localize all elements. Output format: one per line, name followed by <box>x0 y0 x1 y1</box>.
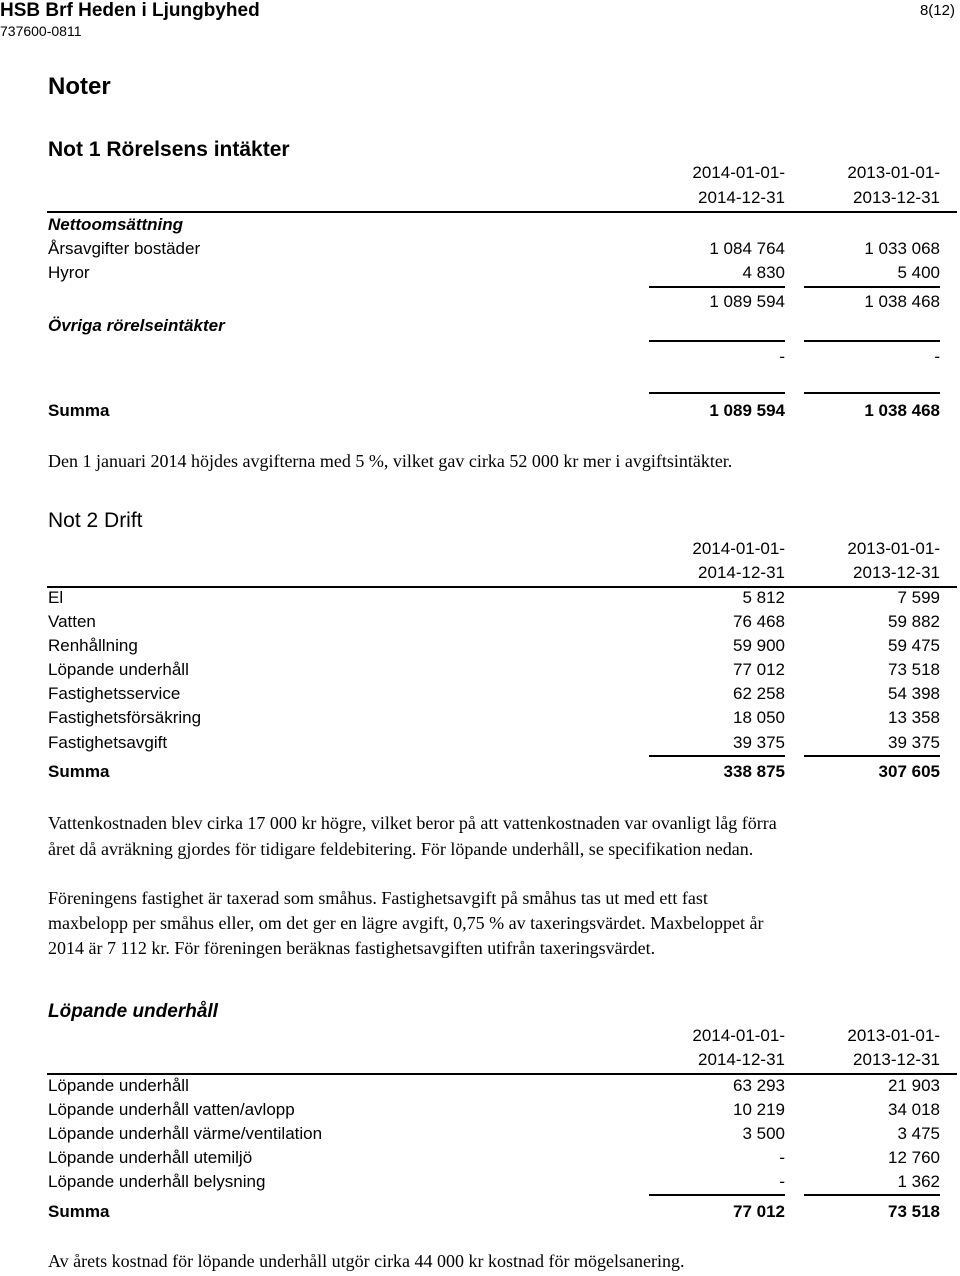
subtotal-rule-2014 <box>649 286 785 288</box>
value-2014: 5 812 <box>742 588 785 607</box>
not2-total-label: Summa <box>48 762 110 781</box>
row-label: Löpande underhåll vatten/avlopp <box>48 1100 295 1119</box>
not2-col2014-header-line1: 2014-01-01- <box>692 539 785 558</box>
not2-header-rule <box>47 586 957 588</box>
not1-subtotal-2013: 1 038 468 <box>864 292 940 311</box>
value-2013: 34 018 <box>888 1100 940 1119</box>
not1-col2014-header-line1: 2014-01-01- <box>692 163 785 182</box>
not1-group1-heading: Nettoomsättning <box>48 215 184 234</box>
row-label: Renhållning <box>48 636 138 655</box>
lopande-total-rule-2014 <box>649 1194 785 1196</box>
not1-title: Not 1 Rörelsens intäkter <box>48 138 290 161</box>
row-label: Vatten <box>48 612 96 631</box>
value-2014: 76 468 <box>733 612 785 631</box>
value-2014: 4 830 <box>742 263 785 282</box>
not1-col2014-header-line2: 2014-12-31 <box>698 188 785 207</box>
not2-title: Not 2 Drift <box>48 509 143 532</box>
section-title: Noter <box>48 73 111 100</box>
lopande-note: Av årets kostnad för löpande underhåll utgör cirka 44 000 kr kostnad för mögelsanering. <box>48 1251 685 1271</box>
not1-total-2013: 1 038 468 <box>864 401 940 420</box>
not1-col2013-header-line2: 2013-12-31 <box>853 188 940 207</box>
value-2013: 7 599 <box>897 588 940 607</box>
row-label: Fastighetsförsäkring <box>48 708 202 727</box>
value-2013: 73 518 <box>888 660 940 679</box>
row-label: Löpande underhåll värme/ventilation <box>48 1124 323 1143</box>
value-2013: 5 400 <box>897 263 940 282</box>
lopande-col2013-header-line2: 2013-12-31 <box>853 1050 940 1069</box>
value-2014: - <box>779 1148 785 1167</box>
value-2014: 62 258 <box>733 684 785 703</box>
row-label: Löpande underhåll belysning <box>48 1172 266 1191</box>
page-number: 8(12) <box>919 2 955 19</box>
not1-note: Den 1 januari 2014 höjdes avgifterna med 5 %, vilket gav cirka 52 000 kr mer i avgiftsintäkter. <box>48 451 733 471</box>
lopande-col2013-header-line1: 2013-01-01- <box>847 1026 940 1045</box>
value-2013: 39 375 <box>888 733 940 752</box>
lopande-total-label: Summa <box>48 1202 110 1221</box>
value-2014: 63 293 <box>733 1076 785 1095</box>
not2-para1-line2: året då avräkning gjordes för tidigare feldebitering. För löpande underhåll, se specifikation nedan. <box>48 839 754 859</box>
value-2013: 54 398 <box>888 684 940 703</box>
row-label: Löpande underhåll utemiljö <box>48 1148 253 1167</box>
row-label: Löpande underhåll <box>48 1076 189 1095</box>
lopande-total-2013: 73 518 <box>888 1202 940 1221</box>
value-2014: 1 084 764 <box>709 239 785 258</box>
value-2013: 21 903 <box>888 1076 940 1095</box>
group2-rule-2014 <box>649 340 785 342</box>
not1-subtotal-2014: 1 089 594 <box>709 292 785 311</box>
row-label: Löpande underhåll <box>48 660 189 679</box>
value-2014: 59 900 <box>733 636 785 655</box>
not1-total-label: Summa <box>48 401 110 420</box>
lopande-col2014-header-line2: 2014-12-31 <box>698 1050 785 1069</box>
lopande-title: Löpande underhåll <box>48 1001 218 1022</box>
value-2013: 59 475 <box>888 636 940 655</box>
row-label: Fastighetsavgift <box>48 733 168 752</box>
not1-group2-heading: Övriga rörelseintäkter <box>48 316 225 335</box>
not2-col2014-header-line2: 2014-12-31 <box>698 563 785 582</box>
row-label: Hyror <box>48 263 90 282</box>
value-2013: 12 760 <box>888 1148 940 1167</box>
not1-header-rule <box>47 211 957 213</box>
total-rule-2013 <box>804 392 940 394</box>
subtotal-rule-2013 <box>804 286 940 288</box>
lopande-header-rule <box>47 1073 957 1075</box>
group2-rule-2013 <box>804 340 940 342</box>
not2-para1-line1: Vattenkostnaden blev cirka 17 000 kr högre, vilket beror på att vattenkostnaden var ovanligt låg förra <box>48 813 777 833</box>
not2-col2013-header-line1: 2013-01-01- <box>847 539 940 558</box>
value-2014: 18 050 <box>733 708 785 727</box>
not1-group2-2014: - <box>779 347 785 366</box>
value-2014: 39 375 <box>733 733 785 752</box>
not1-total-2014: 1 089 594 <box>709 401 785 420</box>
value-2013: 59 882 <box>888 612 940 631</box>
not2-total-rule-2014 <box>649 755 785 757</box>
not1-group2-2013: - <box>934 347 940 366</box>
not2-para2-line1: Föreningens fastighet är taxerad som småhus. Fastighetsavgift på småhus tas ut med ett fast <box>48 888 708 908</box>
value-2014: 3 500 <box>742 1124 785 1143</box>
row-label: Fastighetsservice <box>48 684 181 703</box>
org-name: HSB Brf Heden i Ljungbyhed <box>0 0 260 21</box>
value-2013: 1 362 <box>897 1172 940 1191</box>
lopande-total-rule-2013 <box>804 1194 940 1196</box>
not2-para2-line2: maxbelopp per småhus eller, om det ger en lägre avgift, 0,75 % av taxeringsvärdet. Maxbeloppet år <box>48 913 764 933</box>
row-label: Årsavgifter bostäder <box>48 239 201 258</box>
value-2013: 3 475 <box>897 1124 940 1143</box>
value-2013: 1 033 068 <box>864 239 940 258</box>
value-2014: 77 012 <box>733 660 785 679</box>
value-2014: 10 219 <box>733 1100 785 1119</box>
not2-total-2013: 307 605 <box>878 762 940 781</box>
not1-col2013-header-line1: 2013-01-01- <box>847 163 940 182</box>
value-2013: 13 358 <box>888 708 940 727</box>
org-number: 737600-0811 <box>0 23 82 39</box>
lopande-total-2014: 77 012 <box>733 1202 785 1221</box>
not2-total-2014: 338 875 <box>723 762 785 781</box>
not2-para2-line3: 2014 är 7 112 kr. För föreningen beräknas fastighetsavgiften utifrån taxeringsvärdet. <box>48 938 656 958</box>
row-label: El <box>48 588 64 607</box>
not2-col2013-header-line2: 2013-12-31 <box>853 563 940 582</box>
lopande-col2014-header-line1: 2014-01-01- <box>692 1026 785 1045</box>
not2-total-rule-2013 <box>804 755 940 757</box>
total-rule-2014 <box>649 392 785 394</box>
value-2014: - <box>779 1172 785 1191</box>
